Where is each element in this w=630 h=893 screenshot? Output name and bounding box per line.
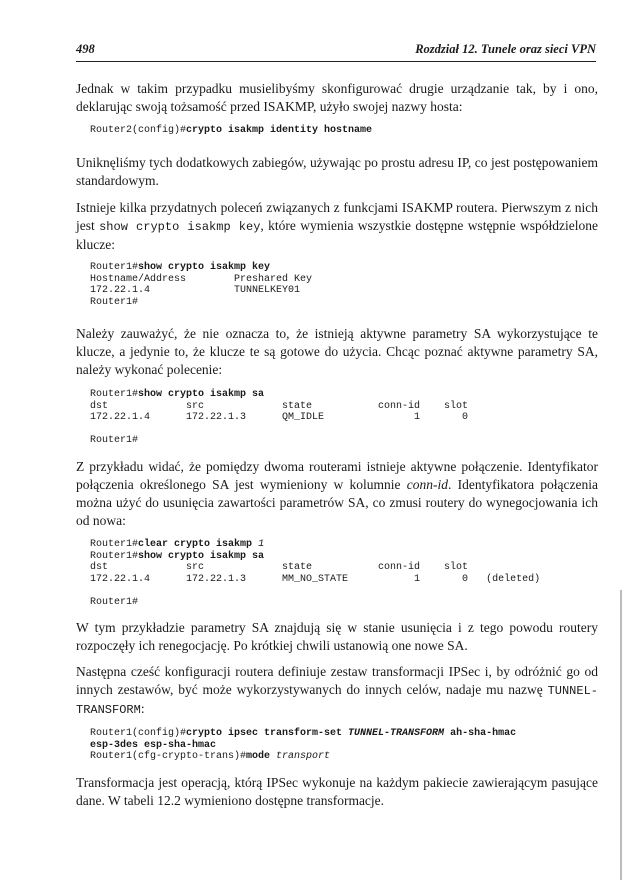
paragraph-5-text: Z przykładu widać, że pomiędzy dwoma routerami istnieje aktywne połączenie. Identyfikator połączenia określonego SA jest wymieniony w kolumnie conn-id. Identyfikatora połączenia można użyć do usunięcia zawartości parametrów SA, co zmusi routery do wynegocjowania ich od nowa: xyxy=(76,459,598,528)
paragraph-3-text-b: , które wymienia wszystkie dostępne wstępnie współdzielone klucze: xyxy=(76,218,598,252)
code-command: show crypto isakmp sa xyxy=(138,389,265,400)
paragraph-8: Transformacja jest operacją, którą IPSec wykonuje na każdym pakiecie zawierającym pasujące dane. W tabeli 12.2 wymieniono dostępne transformacje. xyxy=(76,775,598,808)
code-command: show crypto isakmp sa xyxy=(138,550,265,562)
inline-command: show crypto isakmp key xyxy=(99,220,261,234)
code-prompt: Router1# xyxy=(90,539,139,550)
code-block-3 xyxy=(90,389,468,447)
code-block-2 xyxy=(90,262,312,308)
code-command: show crypto isakmp key xyxy=(138,262,271,273)
paragraph-7 xyxy=(76,663,598,719)
code-command: mode xyxy=(246,751,277,762)
code-prompt: Router1# xyxy=(90,550,139,562)
paragraph-7-text-b: : xyxy=(140,701,145,716)
header-rule xyxy=(76,61,596,62)
code-command-continued: esp-3des esp-sha-hmac xyxy=(90,739,217,751)
code-command: clear crypto isakmp xyxy=(138,539,253,550)
code-prompt: Router1(cfg-crypto-trans)# xyxy=(90,751,247,762)
code-command: ah-sha-hmac xyxy=(444,728,517,739)
code-output-header: dst src state conn-id slot xyxy=(90,400,469,412)
running-header xyxy=(76,40,596,60)
code-argument: TUNNEL-TRANSFORM xyxy=(348,728,445,739)
code-prompt: Router1# xyxy=(90,389,139,400)
paragraph-4: Należy zauważyć, że nie oznacza to, że istnieją aktywne parametry SA wykorzystujące te klucze, a jedynie to, że klucze te są gotowe do użycia. Chcąc poznać aktywne parametry SA, należy wykonać polecenie: xyxy=(76,326,598,377)
inline-column-name: conn-id xyxy=(406,477,448,492)
code-prompt: Router1(config)# xyxy=(90,728,187,739)
chapter-title: Rozdział 12. Tunele oraz sieci VPN xyxy=(415,42,596,56)
code-command: crypto ipsec transform-set xyxy=(186,728,349,739)
code-prompt: Router1# xyxy=(90,262,139,273)
code-block-5 xyxy=(90,728,516,763)
code-output-row: 172.22.1.4 172.22.1.3 QM_IDLE 1 0 xyxy=(90,412,469,423)
paragraph-3 xyxy=(76,199,598,254)
paragraph-6: W tym przykładzie parametry SA znajdują się w stanie usunięcia i z tego powodu routery rozpoczęły ich renegocjację. Po krótkiej chwili ustanowią one nowe SA. xyxy=(76,620,598,653)
code-argument: transport xyxy=(276,751,331,762)
code-output-header: dst src state conn-id slot xyxy=(90,562,469,573)
code-output-header: Hostname/Address Preshared Key xyxy=(90,273,313,285)
code-block-4 xyxy=(90,539,540,608)
paragraph-5 xyxy=(76,458,598,530)
paragraph-2: Uniknęliśmy tych dodatkowych zabiegów, używając po prostu adresu IP, co jest postępowaniem standardowym. xyxy=(76,155,598,188)
paragraph-1: Jednak w takim przypadku musielibyśmy skonfigurować drugie urządzanie tak, by i ono, deklarując swoją tożsamość przed ISAKMP, użyło swojej nazwy hosta: xyxy=(76,81,598,114)
code-prompt: Router2(config)# xyxy=(90,125,187,136)
code-prompt-end: Router1# xyxy=(90,296,139,308)
page-edge-shadow xyxy=(620,590,622,880)
paragraph-3-text-a: Istnieje kilka przydatnych poleceń związanych z funkcjami ISAKMP routera. Pierwszym z nich jest xyxy=(76,200,598,233)
inline-transform-name: TUNNEL-TRANSFORM xyxy=(76,684,598,717)
code-block-1 xyxy=(90,125,372,137)
code-output-row: 172.22.1.4 TUNNELKEY01 xyxy=(90,285,301,296)
paragraph-7-text-a: Następna cześć konfiguracji routera definiuje zestaw transformacji IPSec i, by odróżnić go od innych zestawów, być może wykorzystywanych do innych celów, nadaje mu nazwę xyxy=(76,664,598,697)
code-command: crypto isakmp identity hostname xyxy=(186,125,373,136)
code-prompt-end: Router1# xyxy=(90,435,139,446)
code-prompt-end: Router1# xyxy=(90,596,139,608)
code-output-row: 172.22.1.4 172.22.1.3 MM_NO_STATE 1 0 (deleted) xyxy=(90,573,541,585)
page-number: 498 xyxy=(76,42,95,56)
code-argument: 1 xyxy=(258,539,265,550)
